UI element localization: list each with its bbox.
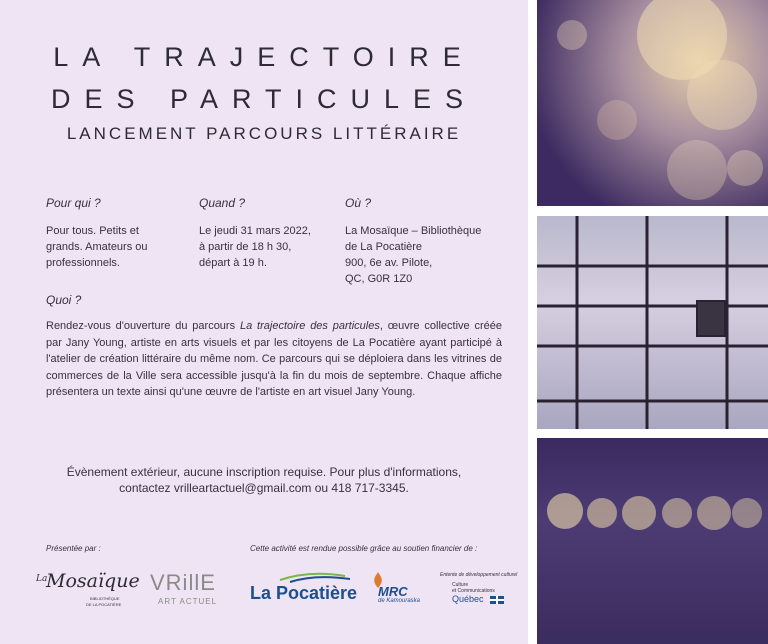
bokeh-image xyxy=(537,0,768,206)
quoi-text-part: , œuvre collective créée par Jany Young, artiste en arts visuels et par les citoyens de La Pocatière ayant participé à l'atelier de création littéraire du même nom. Ce parcours qui se déploiera dans les vitrines de commerces de la Ville sera accessible jusqu'à la fin du mois de septembre. Chaque affiche présentera un texte ainsi qu'une œuvre de l'artiste en art visuel Jany Young. xyxy=(46,320,503,398)
logo-text: Culture xyxy=(452,582,469,588)
quoi-text xyxy=(46,318,502,401)
window-grid xyxy=(537,216,768,429)
light-blur-image xyxy=(537,438,768,644)
logo-text: La Pocatière xyxy=(250,583,358,603)
title-line-2: DES PARTICULES xyxy=(50,84,478,114)
logo-text: BIBLIOTHÈQUE xyxy=(90,596,120,601)
funding-label: Cette activité est rendue possible grâce au soutien financier de : xyxy=(250,544,478,553)
la-pocatiere-logo xyxy=(250,570,360,610)
ou-line: 900, 6e av. Pilote, xyxy=(345,257,433,269)
pour-qui-line: grands. Amateurs ou xyxy=(46,241,148,253)
ou-line: La Mosaïque – Bibliothèque xyxy=(345,225,482,237)
quoi-text-part: Rendez-vous d'ouverture du parcours xyxy=(46,320,240,332)
logo-text: Entente de développement culturel xyxy=(440,572,518,578)
logo-text: VRillE xyxy=(150,570,216,595)
pour-qui-heading: Pour qui ? xyxy=(46,196,101,210)
logo-text: La xyxy=(36,574,48,584)
vrille-logo xyxy=(150,570,220,610)
quand-heading: Quand ? xyxy=(199,196,246,210)
ou-text xyxy=(345,223,515,287)
contact-line: contactez vrilleartactuel@gmail.com ou 418 717-3345. xyxy=(119,481,409,495)
logo-text: Mosaïque xyxy=(46,570,140,592)
presented-by-label: Présentée par : xyxy=(46,544,101,553)
window-grid-image xyxy=(537,216,768,429)
pour-qui-line: professionnels. xyxy=(46,257,120,269)
quoi-text-title: La trajectoire des particules xyxy=(239,320,380,332)
info-line: Évènement extérieur, aucune inscription requise. Pour plus d'informations, xyxy=(66,465,462,479)
logo-text: ART ACTUEL xyxy=(158,597,218,606)
quand-text xyxy=(199,223,339,271)
wave-icon xyxy=(250,570,360,584)
mosaique-logo xyxy=(36,568,140,618)
title-line-1: LA TRAJECTOIRE xyxy=(53,42,475,72)
logo-text: Québec xyxy=(452,594,484,604)
ou-heading: Où ? xyxy=(345,196,372,210)
logo-text: de Kamouraska xyxy=(378,598,421,604)
entente-culture-logo xyxy=(440,572,520,608)
ou-line: QC, G0R 1Z0 xyxy=(345,273,413,285)
logo-text: DE LA POCATIÈRE xyxy=(86,602,122,607)
logo-text: et Communications xyxy=(452,588,495,594)
ou-line: de La Pocatière xyxy=(345,241,423,253)
quand-line: Le jeudi 31 mars 2022, xyxy=(199,225,311,237)
pour-qui-line: Pour tous. Petits et xyxy=(46,225,139,237)
logo-text: MRC xyxy=(378,584,408,599)
quoi-heading: Quoi ? xyxy=(46,293,82,307)
quand-line: départ à 19 h. xyxy=(199,257,267,269)
info-note xyxy=(0,464,528,496)
quebec-flag-icon xyxy=(490,596,504,604)
pour-qui-text xyxy=(46,223,176,271)
mrc-logo xyxy=(372,572,432,608)
subtitle: LANCEMENT PARCOURS LITTÉRAIRE xyxy=(66,124,462,143)
quand-line: à partir de 18 h 30, xyxy=(199,241,292,253)
